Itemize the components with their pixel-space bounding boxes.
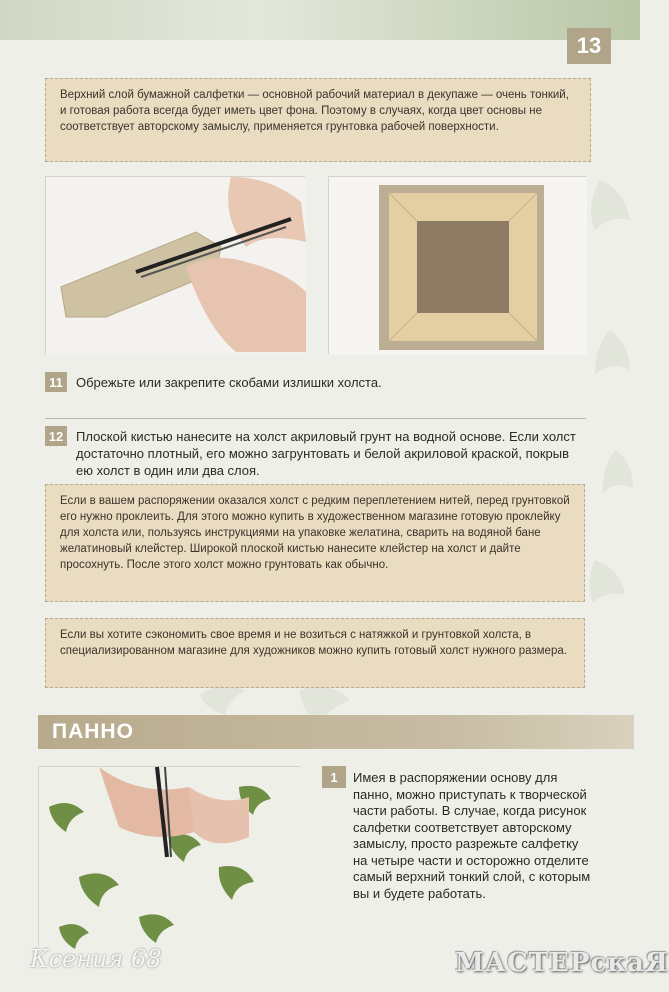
panno-step-text: Имея в распоряжении основу для панно, можно приступать к творческой части работы. В случае, когда рисунок салфетки соответствует авторскому замыслу, просто разрежьте салфетку на четыре части и осторожно отделите самый верхний тонкий слой, с которым вы и будете работать. — [353, 770, 591, 901]
ivy-napkin-illustration — [39, 767, 301, 947]
photo-stretched-canvas — [328, 176, 586, 354]
step-12-number: 12 — [45, 426, 67, 446]
photo-cutting-canvas — [45, 176, 305, 354]
step-11-number: 11 — [45, 372, 67, 392]
watermark-signature: Ксения 68 — [30, 945, 162, 973]
step-11-text: Обрежьте или закрепите скобами излишки холста. — [76, 375, 382, 390]
canvas-frame-illustration — [329, 177, 587, 355]
watermark-logo: МАСТЕРскаЯ — [455, 948, 669, 978]
scissors-hands-illustration — [46, 177, 306, 355]
panno-step-number: 1 — [322, 766, 346, 788]
divider — [45, 418, 586, 419]
step-12-text: Плоской кистью нанесите на холст акриловый грунт на водной основе. Если холст достаточно плотный, его можно загрунтовать и белой акриловой краской, покрыв ею холст в один или два слоя. — [76, 429, 576, 478]
intro-note: Верхний слой бумажной салфетки — основной рабочий материал в декупаже — очень тонкий, и готовая работа всегда будет иметь цвет фона. Поэтому в случаях, когда цвет основы не соответствует авторскому замыслу, применяется грунтовка рабочей поверхности. — [45, 78, 591, 162]
section-title-panno: ПАННО — [38, 715, 634, 749]
sizing-note: Если в вашем распоряжении оказался холст с редким переплетением нитей, перед грунтовкой его нужно проклеить. Для этого можно купить в художественном магазине готовую проклейку для холста или, пользуясь инструкциями на упаковке желатина, сварить на водяной бане желатиновый клейстер. Широкой плоской кистью нанесите клейстер на холст и дайте просохнуть. После этого холст можно грунтовать как обычно. — [45, 484, 585, 602]
page-number: 13 — [567, 28, 611, 64]
header-strip — [0, 0, 640, 40]
ready-canvas-note: Если вы хотите сэкономить свое время и не возиться с натяжкой и грунтовкой холста, в специализированном магазине для художников можно купить готовый холст нужного размера. — [45, 618, 585, 688]
photo-cutting-napkin — [38, 766, 300, 946]
